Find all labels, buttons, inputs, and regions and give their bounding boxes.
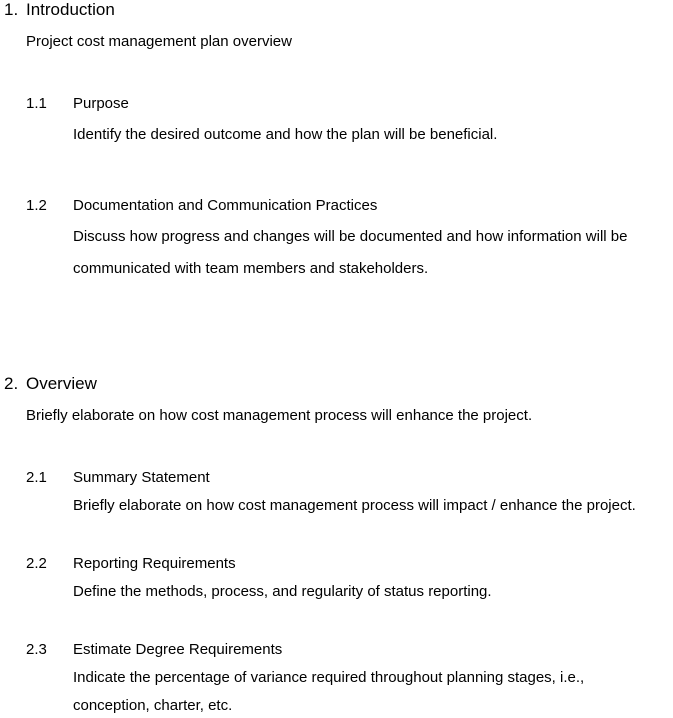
subsection-2-1-heading <box>26 469 210 486</box>
section-2-title: Overview <box>26 374 97 393</box>
subsection-2-2-heading <box>26 555 236 572</box>
subsection-1-1-title: Purpose <box>73 95 129 112</box>
subsection-2-3-heading <box>26 641 282 658</box>
subsection-1-1-heading <box>26 95 129 112</box>
section-2-heading <box>4 374 97 394</box>
subsection-1-2-number: 1.2 <box>26 197 47 214</box>
subsection-1-2-heading <box>26 197 377 214</box>
subsection-2-3-line-1: Indicate the percentage of variance required throughout planning stages, i.e., <box>73 669 585 686</box>
subsection-1-1-line-1: Identify the desired outcome and how the plan will be beneficial. <box>73 126 498 143</box>
subsection-2-2-title: Reporting Requirements <box>73 555 236 572</box>
subsection-1-2-line-1: Discuss how progress and changes will be documented and how information will be <box>73 228 628 245</box>
subsection-1-2-title: Documentation and Communication Practices <box>73 197 378 214</box>
subsection-2-1-number: 2.1 <box>26 469 47 486</box>
subsection-2-1-line-1: Briefly elaborate on how cost management process will impact / enhance the project. <box>73 497 636 514</box>
subsection-2-3-line-2: conception, charter, etc. <box>73 697 233 714</box>
subsection-2-3-title: Estimate Degree Requirements <box>73 641 283 658</box>
subsection-1-2-line-2: communicated with team members and stakeholders. <box>73 260 429 277</box>
subsection-1-1-number: 1.1 <box>26 95 47 112</box>
subsection-2-2-line-1: Define the methods, process, and regularity of status reporting. <box>73 583 492 600</box>
section-1-number: 1. <box>4 0 19 19</box>
subsection-2-2-number: 2.2 <box>26 555 47 572</box>
section-2-number: 2. <box>4 374 19 393</box>
section-1-intro: Project cost management plan overview <box>26 33 292 50</box>
section-1-heading <box>4 0 115 20</box>
section-2-intro: Briefly elaborate on how cost management process will enhance the project. <box>26 407 533 424</box>
section-1-title: Introduction <box>26 0 115 19</box>
subsection-2-3-number: 2.3 <box>26 641 47 658</box>
subsection-2-1-title: Summary Statement <box>73 469 210 486</box>
